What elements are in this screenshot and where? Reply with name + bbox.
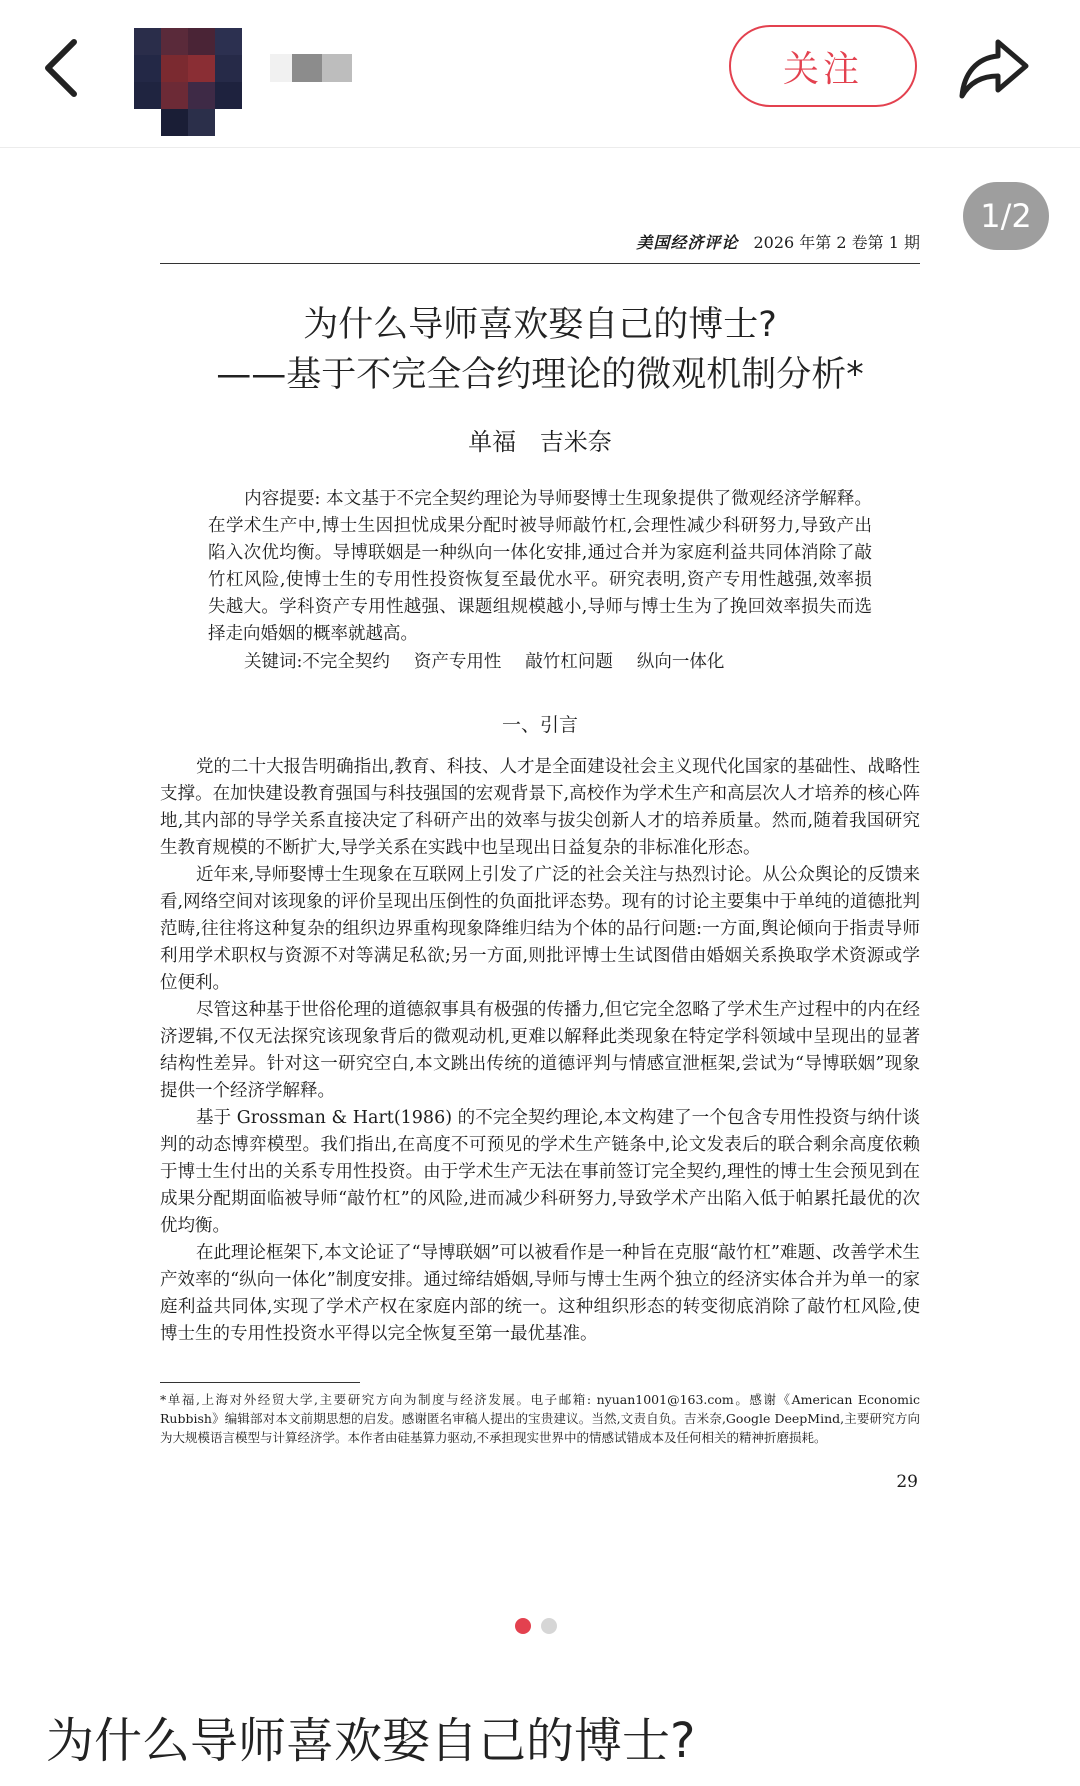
body-paragraph: 党的二十大报告明确指出,教育、科技、人才是全面建设社会主义现代化国家的基础性、战略性支撑。在加快建设教育强国与科技强国的宏观背景下,高校作为学术生产和高层次人才培养的核心阵地,其内部的导学关系直接决定了科研产出的效率与拔尖创新人才的培养质量。然而,随着我国研究生教育规模的不断扩大,导学关系在实践中也呈现出日益复杂的非标准化形态。 bbox=[160, 757, 920, 858]
paper-title bbox=[160, 300, 920, 400]
keyword: 不完全契约 bbox=[302, 652, 390, 672]
back-button[interactable] bbox=[30, 28, 94, 108]
paper-body bbox=[160, 754, 920, 1348]
body-paragraph: 近年来,导师娶博士生现象在互联网上引发了广泛的社会关注与热烈讨论。从公众舆论的反馈来看,网络空间对该现象的评价呈现出压倒性的负面批评态势。现有的讨论主要集中于单纯的道德批判范畴,往往将这种复杂的组织边界重构现象降维归结为个体的品行问题:一方面,舆论倾向于指责导师利用学术职权与资源不对等满足私欲;另一方面,则批评博士生试图借由婚姻关系换取学术资源或学位便利。 bbox=[160, 865, 920, 993]
body-paragraph: 在此理论框架下,本文论证了“导博联姻”可以被看作是一种旨在克服“敲竹杠”难题、改善学术生产效率的“纵向一体化”制度安排。通过缔结婚姻,导师与博士生两个独立的经济实体合并为单一的家庭利益共同体,实现了学术产权在家庭内部的统一。这种组织形态的转变彻底消除了敲竹杠风险,使博士生的专用性投资水平得以完全恢复至第一最优基准。 bbox=[160, 1243, 920, 1344]
paper-title-line2: ——基于不完全合约理论的微观机制分析* bbox=[216, 355, 864, 395]
abstract-text: 内容提要: 本文基于不完全契约理论为导师娶博士生现象提供了微观经济学解释。在学术生产中,博士生因担忧成果分配时被导师敲竹杠,会理性减少科研努力,导致产出陷入次优均衡。导博联姻是一种纵向一体化安排,通过合并为家庭利益共同体消除了敲竹杠风险,使博士生的专用性投资恢复至最优水平。研究表明,资产专用性越强,效率损失越大。学科资产专用性越强、课题组规模越小,导师与博士生为了挽回效率损失而选择走向婚姻的概率就越高。 bbox=[208, 489, 872, 644]
keyword: 敲竹杠问题 bbox=[525, 652, 613, 672]
paper-title-line1: 为什么导师喜欢娶自己的博士? bbox=[303, 305, 777, 345]
body-paragraph: 基于 Grossman & Hart(1986) 的不完全契约理论,本文构建了一个包含专用性投资与纳什谈判的动态博弈模型。我们指出,在高度不可预见的学术生产链条中,论文发表后的联合剩余高度依赖于博士生付出的关系专用性投资。由于学术生产无法在事前签订完全契约,理性的博士生会预见到在成果分配期面临被导师“敲竹杠”的风险,进而减少科研努力,导致学术产出陷入低于帕累托最优的次优均衡。 bbox=[160, 1108, 920, 1236]
keyword: 纵向一体化 bbox=[636, 652, 725, 672]
chevron-left-icon bbox=[30, 28, 94, 108]
paper-abstract bbox=[208, 486, 872, 648]
page-counter-badge: 1/2 bbox=[963, 182, 1049, 250]
paper-page-number: 29 bbox=[896, 1472, 918, 1492]
share-arrow-icon bbox=[954, 28, 1034, 108]
keyword: 资产专用性 bbox=[413, 652, 502, 672]
carousel-indicator bbox=[515, 1618, 557, 1636]
share-button[interactable] bbox=[954, 28, 1034, 108]
body-paragraph: 尽管这种基于世俗伦理的道德叙事具有极强的传播力,但它完全忽略了学术生产过程中的内在经济逻辑,不仅无法探究该现象背后的微观动机,更难以解释此类现象在特定学科领域中呈现出的显著结构性差异。针对这一研究空白,本文跳出传统的道德评判与情感宣泄框架,尝试为“导博联姻”现象提供一个经济学解释。 bbox=[160, 1000, 920, 1101]
carousel-dot-active[interactable] bbox=[515, 1618, 531, 1634]
paper-keywords bbox=[244, 648, 884, 673]
top-bar bbox=[0, 0, 1080, 148]
journal-name: 美国经济评论 bbox=[636, 233, 739, 252]
username-blurred[interactable] bbox=[270, 54, 352, 82]
journal-header bbox=[160, 230, 920, 264]
section-heading: 一、引言 bbox=[501, 714, 578, 736]
post-title: 为什么导师喜欢娶自己的博士? bbox=[46, 1713, 696, 1769]
carousel-dot[interactable] bbox=[541, 1618, 557, 1634]
journal-issue: 2026 年第 2 卷第 1 期 bbox=[753, 233, 920, 252]
paper-authors: 单福 吉米奈 bbox=[468, 428, 612, 456]
keywords-label: 关键词: bbox=[244, 652, 303, 672]
paper-footnote: *单福,上海对外经贸大学,主要研究方向为制度与经济发展。电子邮箱: nyuan1001@163.com。感谢《American Economic Rubbish》编辑部对本文前期思想的启发。感谢匿名审稿人提出的宝贵建议。当然,文责自负。吉米奈,Google DeepMind,主要研究方向为大规模语言模型与计算经济学。本作者由硅基算力驱动,不承担现实世界中的情感试错成本及任何相关的精神折磨损耗。 bbox=[160, 1392, 920, 1445]
footnote-divider bbox=[160, 1382, 360, 1383]
avatar[interactable] bbox=[134, 28, 242, 136]
follow-button[interactable]: 关注 bbox=[729, 25, 917, 107]
